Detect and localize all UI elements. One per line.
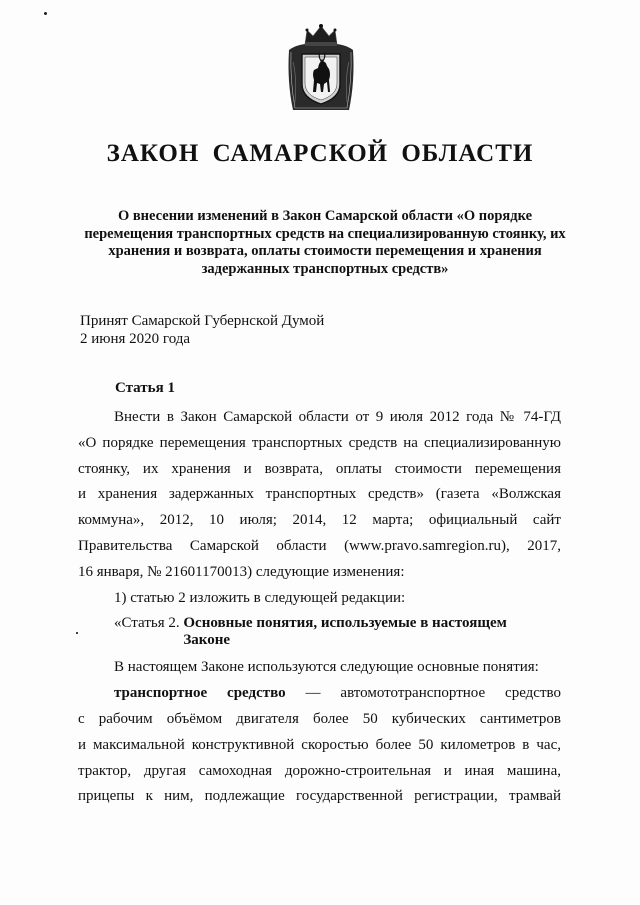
defined-term: транспортное средство — [114, 685, 286, 702]
definition-text: — автомототранспортное средство — [285, 685, 561, 702]
adoption-info — [80, 312, 324, 348]
article-2-heading — [78, 615, 561, 649]
text-line: трактор, другая самоходная дорожно-строительная и иная машина, — [78, 762, 561, 779]
adopted-by: Принят Самарской Губернской Думой — [80, 313, 325, 329]
article-2-title — [183, 615, 507, 649]
law-subject: О внесении изменений в Закон Самарской области «О порядке перемещения транспортных средств на специализированную стоянку, их хранения и возврата, оплаты стоимости перемещения и хранения задержанных транспортных средств» — [84, 208, 566, 277]
article-1-heading: Статья 1 — [115, 380, 175, 396]
article-2-title-line: Основные понятия, используемые в настоящем — [183, 615, 507, 632]
document-body — [78, 405, 561, 810]
item-1: 1) статью 2 изложить в следующей редакции: — [114, 589, 406, 606]
article-2-prefix: «Статья 2. — [114, 615, 180, 632]
coat-of-arms-emblem — [283, 22, 359, 116]
text-line: «О порядке перемещения транспортных средств на специализированную — [78, 434, 561, 451]
text-line: прицепы к ним, подлежащие государственной регистрации, трамвай — [78, 788, 561, 805]
article-1-paragraph — [78, 405, 561, 586]
adopted-date: 2 июня 2020 года — [80, 331, 191, 347]
text-line: и хранения задержанных транспортных средств» (газета «Волжская — [78, 486, 561, 503]
scan-speck — [44, 12, 47, 15]
definitions-intro: В настоящем Законе используются следующие основные понятия: — [114, 659, 539, 676]
text-line: Внести в Закон Самарской области от 9 июля 2012 года № 74-ГД — [114, 409, 561, 425]
article-2-title-line: Законе — [183, 632, 231, 649]
text-line: коммуна», 2012, 10 июля; 2014, 12 марта; официальный сайт — [78, 512, 561, 529]
definition-paragraph — [78, 681, 561, 810]
text-line: стоянку, их хранения и возврата, оплаты стоимости перемещения — [78, 460, 561, 477]
text-line: и максимальной конструктивной скоростью более 50 километров в час, — [78, 736, 561, 753]
text-line: Правительства Самарской области (www.pravo.samregion.ru), 2017, — [78, 537, 561, 554]
definition-first-line — [78, 681, 561, 707]
text-line: 16 января, № 21601170013) следующие изменения: — [78, 563, 405, 580]
text-line: с рабочим объёмом двигателя более 50 кубических сантиметров — [78, 710, 561, 727]
law-title: ЗАКОН САМАРСКОЙ ОБЛАСТИ — [106, 140, 534, 167]
